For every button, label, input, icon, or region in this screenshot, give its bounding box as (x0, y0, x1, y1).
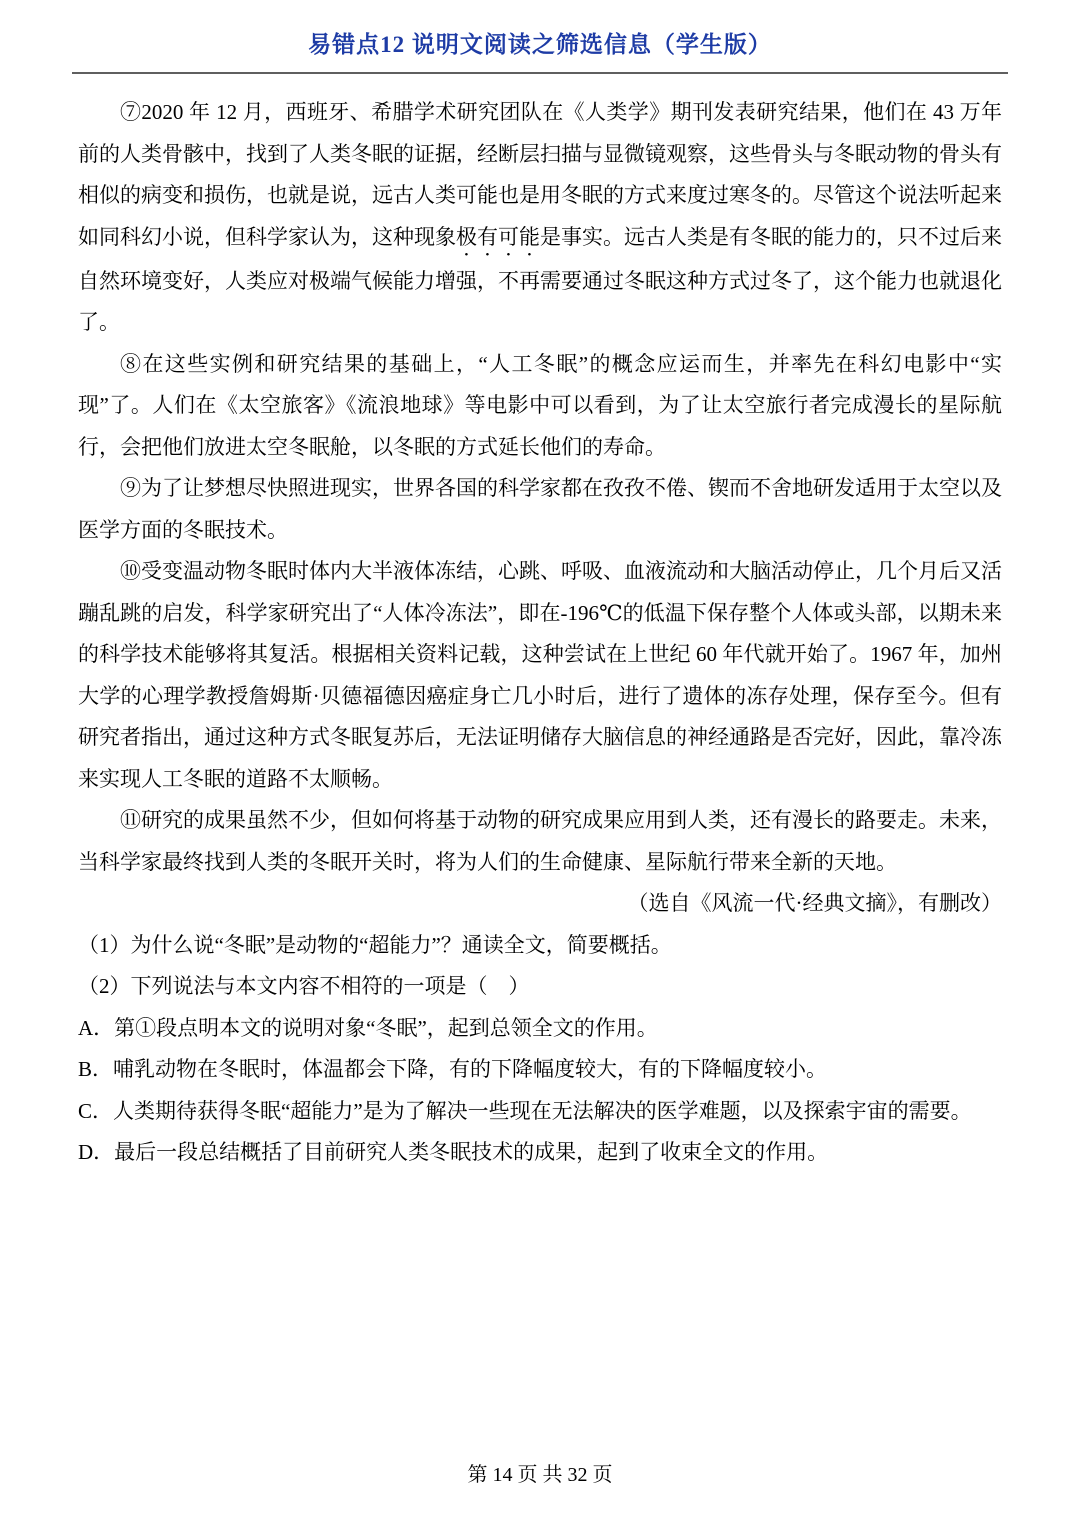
paragraph-9: ⑨为了让梦想尽快照进现实，世界各国的科学家都在孜孜不倦、锲而不舍地研发适用于太空以及医学方面的冬眠技术。 (78, 476, 1002, 542)
document-body (0, 74, 1080, 1174)
option-b: B．哺乳动物在冬眠时，体温都会下降，有的下降幅度较大，有的下降幅度较小。 (78, 1057, 828, 1081)
question-1: （1）为什么说“冬眠”是动物的“超能力”？通读全文，简要概括。 (78, 932, 672, 957)
page-title: 易错点12 说明文阅读之筛选信息（学生版） (308, 32, 772, 57)
paragraph-7-text: ⑦2020 年 12 月，西班牙、希腊学术研究团队在《人类学》期刊发表研究结果，他们在 43 万年前的人类骨骸中，找到了人类冬眠的证据，经断层扫描与显微镜观察，这些骨头与冬眠动物的骨头有相似的病变和损伤，也就是说，远古人类可能也是用冬眠的方式来度过寒冬的。尽管这个说法听起来如同科幻小说，但科学家认为，这种现象 (78, 100, 1002, 249)
option-d: D．最后一段总结概括了目前研究人类冬眠技术的成果，起到了收束全文的作用。 (78, 1140, 829, 1164)
paragraph-7 (78, 92, 1002, 344)
paragraph-10: ⑩受变温动物冬眠时体内大半液体冻结，心跳、呼吸、血液流动和大脑活动停止，几个月后又活蹦乱跳的启发，科学家研究出了“人体冷冻法”，即在-196℃的低温下保存整个人体或头部，以期未来的科学技术能够将其复活。根据相关资料记载，这种尝试在上世纪 60 年代就开始了。1967 年，加州大学的心理学教授詹姆斯·贝德福德因癌症身亡几小时后，进行了遗体的冻存处理，保存至今。但有研究者指出，通过这种方式冬眠复苏后，无法证明储存大脑信息的神经通路是否完好，因此，靠冷冻来实现人工冬眠的道路不太顺畅。 (78, 559, 1002, 791)
option-c: C．人类期待获得冬眠“超能力”是为了解决一些现在无法解决的医学难题，以及探索宇宙的需要。 (78, 1098, 972, 1123)
paragraph-7-text-cont: 是事实。远古人类是有冬眠的能力的，只不过后来自然环境变好，人类应对极端气候能力增强，不再需要通过冬眠这种方式过冬了，这个能力也就退化了。 (78, 224, 1002, 334)
source-attribution: （选自《风流一代·经典文摘》，有删改） (627, 891, 1002, 915)
document-header (0, 0, 1080, 74)
question-2: （2）下列说法与本文内容不相符的一项是（ ） (78, 974, 530, 998)
paragraph-8: ⑧在这些实例和研究结果的基础上，“人工冬眠”的概念应运而生，并率先在科幻电影中“实现”了。人们在《太空旅客》《流浪地球》等电影中可以看到，为了让太空旅行者完成漫长的星际航行，会把他们放进太空冬眠舱，以冬眠的方式延长他们的寿命。 (78, 351, 1002, 459)
page-footer (0, 1458, 1080, 1487)
paragraph-11: ⑪研究的成果虽然不少，但如何将基于动物的研究成果应用到人类，还有漫长的路要走。未来，当科学家最终找到人类的冬眠开关时，将为人们的生命健康、星际航行带来全新的天地。 (78, 808, 1002, 874)
page-number: 第 14 页 共 32 页 (467, 1464, 613, 1486)
option-a: A．第①段点明本文的说明对象“冬眠”，起到总领全文的作用。 (78, 1015, 658, 1040)
emphasis-text: 极有可能 (456, 224, 540, 249)
